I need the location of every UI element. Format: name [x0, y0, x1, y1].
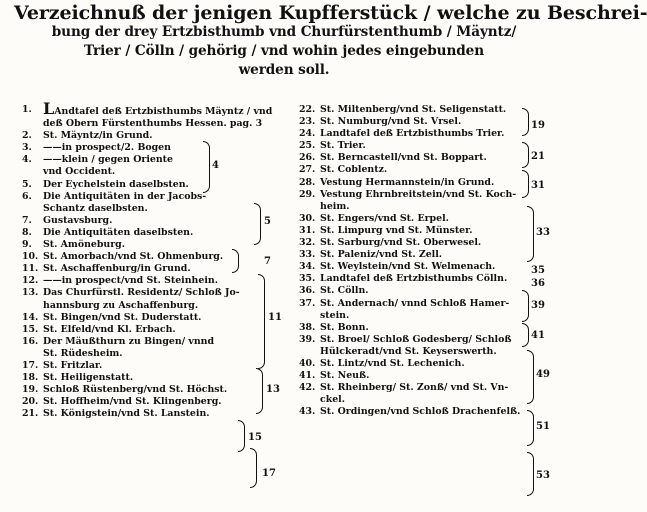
- page-number: 49: [536, 369, 550, 380]
- list-item: [22, 300, 294, 312]
- list-item: [22, 166, 294, 178]
- item-number: [22, 118, 43, 130]
- item-number: [299, 394, 320, 406]
- item-number: 39.: [299, 333, 316, 345]
- item-number: 6.: [22, 190, 32, 202]
- item-text: St. Cölln.: [320, 285, 369, 297]
- item-text: Schloß Rüstenberg/vnd St. Höchst.: [43, 384, 228, 396]
- page-number: 13: [266, 384, 280, 395]
- item-text: St. Königstein/vnd St. Lanstein.: [43, 408, 210, 420]
- heading-line-4: werden soll.: [238, 62, 330, 78]
- item-number: 2.: [22, 130, 32, 142]
- initial-capital: L: [43, 99, 55, 118]
- item-text: Der Mäußthurn zu Bingen/ vnnd: [43, 335, 215, 347]
- item-text: Hülckeradt/vnd St. Keyserswerth.: [320, 345, 497, 357]
- item-text: St. Bingen/vnd St. Duderstatt.: [43, 311, 202, 323]
- item-number: 8.: [22, 226, 32, 238]
- item-text: St. Mäyntz/in Grund.: [43, 130, 153, 142]
- list-item: [299, 358, 557, 370]
- item-text: St. Heiligenstatt.: [43, 372, 134, 384]
- brace: [527, 350, 534, 404]
- page-number: 17: [262, 468, 276, 479]
- list-item: [299, 382, 557, 394]
- item-text: St. Neuß.: [320, 370, 370, 382]
- item-number: 40.: [299, 357, 316, 369]
- item-number: 10.: [22, 251, 39, 263]
- item-number: 15.: [22, 323, 39, 335]
- list-item: [22, 372, 294, 384]
- item-number: 9.: [22, 239, 32, 251]
- page-number: 4: [212, 160, 219, 171]
- item-number: 3.: [22, 142, 32, 154]
- item-number: 42.: [299, 382, 316, 394]
- item-text: Die Antiquitäten daselbsten.: [43, 226, 194, 238]
- list-item: [299, 261, 557, 273]
- list-item: [22, 287, 294, 299]
- brace: [522, 142, 529, 168]
- item-text: deß Obern Fürstenthumbs Hessen. pag. 3: [43, 118, 263, 130]
- list-item: [299, 322, 557, 334]
- heading-line-3: Trier / Cölln / gehörig / vnd wohin jedes eingebunden: [83, 43, 484, 59]
- brace: [203, 141, 210, 193]
- item-text: St. Broel/ Schloß Godesberg/ Schloß: [320, 333, 512, 345]
- item-text: St. Weylstein/vnd St. Welmenach.: [320, 261, 496, 273]
- list-item: [22, 130, 294, 142]
- page-number: 51: [536, 421, 550, 432]
- item-text: Die Antiquitäten in der Jacobs-: [43, 190, 207, 202]
- item-number: 28.: [299, 176, 316, 188]
- right-column: [299, 104, 557, 418]
- item-number: 23.: [299, 116, 316, 128]
- item-text: ——in prospect/2. Bogen: [43, 142, 171, 154]
- item-text: ckel.: [320, 394, 345, 406]
- item-text: heim.: [320, 200, 350, 212]
- list-item: [299, 370, 557, 382]
- page-number: 7: [264, 256, 271, 267]
- item-number: [22, 166, 43, 178]
- item-text: St. Berncastell/vnd St. Boppart.: [320, 152, 487, 164]
- page-number: 11: [268, 312, 282, 323]
- item-number: 32.: [299, 237, 316, 249]
- brace: [254, 203, 261, 245]
- item-text: St. Aschaffenburg/in Grund.: [43, 263, 191, 275]
- item-number: [299, 201, 320, 213]
- heading-line-1: Verzeichnuß der jenigen Kupfferstück / welche zu Beschrei-: [14, 2, 647, 24]
- item-text: [43, 99, 294, 118]
- page-heading: [14, 2, 647, 80]
- list-item: [22, 99, 294, 118]
- page-number: 21: [531, 151, 545, 162]
- item-number: 35.: [299, 273, 316, 285]
- item-text: hannsburg zu Aschaffenburg.: [43, 299, 199, 311]
- item-number: 5.: [22, 178, 32, 190]
- item-number: 43.: [299, 406, 316, 418]
- item-number: 16.: [22, 335, 39, 347]
- item-text: ——klein / gegen Oriente: [43, 154, 173, 166]
- list-item: [299, 177, 557, 189]
- list-item: [22, 263, 294, 275]
- brace: [250, 448, 257, 488]
- item-number: 1.: [22, 104, 32, 115]
- item-text: stein.: [320, 309, 350, 321]
- item-number: 22.: [299, 104, 316, 115]
- item-number: 38.: [299, 321, 316, 333]
- list-item: [299, 346, 557, 358]
- item-text: Landtafel deß Ertzbisthumbs Cölln.: [320, 273, 508, 285]
- brace: [527, 452, 534, 496]
- item-number: 36.: [299, 285, 316, 297]
- page-number: 19: [531, 120, 545, 131]
- item-text: St. Bonn.: [320, 321, 369, 333]
- page-number: 53: [536, 470, 550, 481]
- item-text: St. Fritzlar.: [43, 359, 103, 371]
- list-item: [22, 118, 294, 130]
- list-item: [22, 142, 294, 154]
- item-text: Der Eychelstein daselbsten.: [43, 178, 189, 190]
- list-item: [22, 154, 294, 166]
- list-item: [299, 140, 557, 152]
- item-number: [22, 300, 43, 312]
- item-number: 14.: [22, 311, 39, 323]
- page-number: 33: [536, 227, 550, 238]
- list-item: [299, 273, 557, 285]
- list-item: [299, 394, 557, 406]
- brace: [522, 290, 529, 322]
- item-number: [299, 310, 320, 322]
- page-number: 35: [531, 265, 545, 276]
- list-item: [299, 334, 557, 346]
- item-text: St. Paleniz/vnd St. Zell.: [320, 249, 443, 261]
- list-item: [299, 152, 557, 164]
- item-number: 12.: [22, 275, 39, 287]
- item-text: St. Engers/vnd St. Erpel.: [320, 212, 449, 224]
- item-number: 37.: [299, 297, 316, 309]
- list-item: [22, 312, 294, 324]
- list-item: [299, 128, 557, 140]
- item-number: 19.: [22, 384, 39, 396]
- list-item: [299, 298, 557, 310]
- list-item: [22, 324, 294, 336]
- list-item: [299, 213, 557, 225]
- item-number: 27.: [299, 164, 316, 176]
- list-item: [22, 396, 294, 408]
- page-number: 39: [531, 300, 545, 311]
- list-item: [299, 225, 557, 237]
- page-number: 41: [531, 330, 545, 341]
- brace: [522, 108, 529, 136]
- item-number: 33.: [299, 249, 316, 261]
- item-text: Landtafel deß Ertzbisthumbs Trier.: [320, 128, 505, 140]
- item-number: 11.: [22, 263, 39, 275]
- item-text: St. Amorbach/vnd St. Ohmenburg.: [43, 251, 224, 263]
- item-text: St. Amöneburg.: [43, 239, 125, 251]
- list-item: [299, 189, 557, 201]
- item-number: [22, 203, 43, 215]
- item-text: St. Elfeld/vnd Kl. Erbach.: [43, 323, 176, 335]
- item-text: St. Coblentz.: [320, 164, 388, 176]
- list-item: [299, 164, 557, 176]
- item-text: St. Lintz/vnd St. Lechenich.: [320, 357, 465, 369]
- item-text: St. Rüdesheim.: [43, 347, 123, 359]
- list-item: [299, 201, 557, 213]
- list-item: [22, 408, 294, 420]
- list-item: [299, 406, 557, 418]
- item-text-rest: Andtafel deß Ertzbisthumbs Mäyntz / vnd: [54, 106, 273, 117]
- item-text: St. Ordingen/vnd Schloß Drachenfelß.: [320, 406, 521, 418]
- list-item: [22, 360, 294, 372]
- page-number: 15: [248, 432, 262, 443]
- item-number: 25.: [299, 140, 316, 152]
- item-text: St. Trier.: [320, 140, 366, 152]
- item-number: 4.: [22, 154, 32, 166]
- item-number: 18.: [22, 372, 39, 384]
- list-item: [22, 191, 294, 203]
- item-number: 41.: [299, 370, 316, 382]
- item-text: St. Hoffheim/vnd St. Klingenberg.: [43, 396, 222, 408]
- item-text: Das Churfürstl. Residentz/ Schloß Jo-: [43, 287, 240, 299]
- list-item: [299, 237, 557, 249]
- item-text: St. Sarburg/vnd St. Oberwesel.: [320, 237, 482, 249]
- item-number: 29.: [299, 188, 316, 200]
- item-number: 26.: [299, 152, 316, 164]
- page-number: 36: [531, 278, 545, 289]
- brace: [258, 274, 265, 369]
- list-item: [299, 104, 557, 116]
- brace: [522, 323, 529, 347]
- item-number: [22, 348, 43, 360]
- list-item: [299, 285, 557, 297]
- item-number: 34.: [299, 261, 316, 273]
- brace: [256, 368, 263, 414]
- list-item: [22, 179, 294, 191]
- item-number: 21.: [22, 408, 39, 420]
- heading-line-2: bung der drey Ertzbisthumb vnd Churfürstenthumb / Mäyntz/: [51, 24, 517, 40]
- brace: [238, 420, 245, 452]
- item-number: 20.: [22, 396, 39, 408]
- item-number: 30.: [299, 212, 316, 224]
- item-text: vnd Occident.: [43, 166, 116, 178]
- item-text: ——in prospect/vnd St. Steinhein.: [43, 275, 218, 287]
- list-item: [22, 384, 294, 396]
- list-item: [299, 249, 557, 261]
- item-number: 13.: [22, 287, 39, 299]
- item-number: 7.: [22, 214, 32, 226]
- item-number: 24.: [299, 128, 316, 140]
- item-text: St. Miltenberg/vnd St. Seligenstatt.: [320, 104, 507, 115]
- list-item: [22, 275, 294, 287]
- list-item: [299, 310, 557, 322]
- page-number: 31: [531, 180, 545, 191]
- item-text: St. Rheinberg/ St. Zonß/ vnd St. Vn-: [320, 382, 509, 394]
- item-text: Vestung Hermannstein/in Grund.: [320, 176, 495, 188]
- left-column: [22, 99, 294, 420]
- list-item: [22, 251, 294, 263]
- brace: [522, 170, 529, 198]
- list-item: [22, 336, 294, 348]
- item-number: 31.: [299, 224, 316, 236]
- brace: [232, 249, 239, 273]
- list-item: [299, 116, 557, 128]
- item-text: St. Numburg/vnd St. Vrsel.: [320, 116, 462, 128]
- item-text: Gustavsburg.: [43, 214, 113, 226]
- brace: [527, 410, 534, 446]
- page-number: 5: [264, 216, 271, 227]
- item-text: Schantz daselbsten.: [43, 202, 148, 214]
- item-text: Vestung Ehrnbreitstein/vnd St. Koch-: [320, 188, 517, 200]
- brace: [527, 206, 534, 262]
- item-text: St. Andernach/ vnnd Schloß Hamer-: [320, 297, 510, 309]
- item-number: [299, 346, 320, 358]
- item-number: 17.: [22, 359, 39, 371]
- item-text: St. Limpurg vnd St. Münster.: [320, 224, 473, 236]
- list-item: [22, 348, 294, 360]
